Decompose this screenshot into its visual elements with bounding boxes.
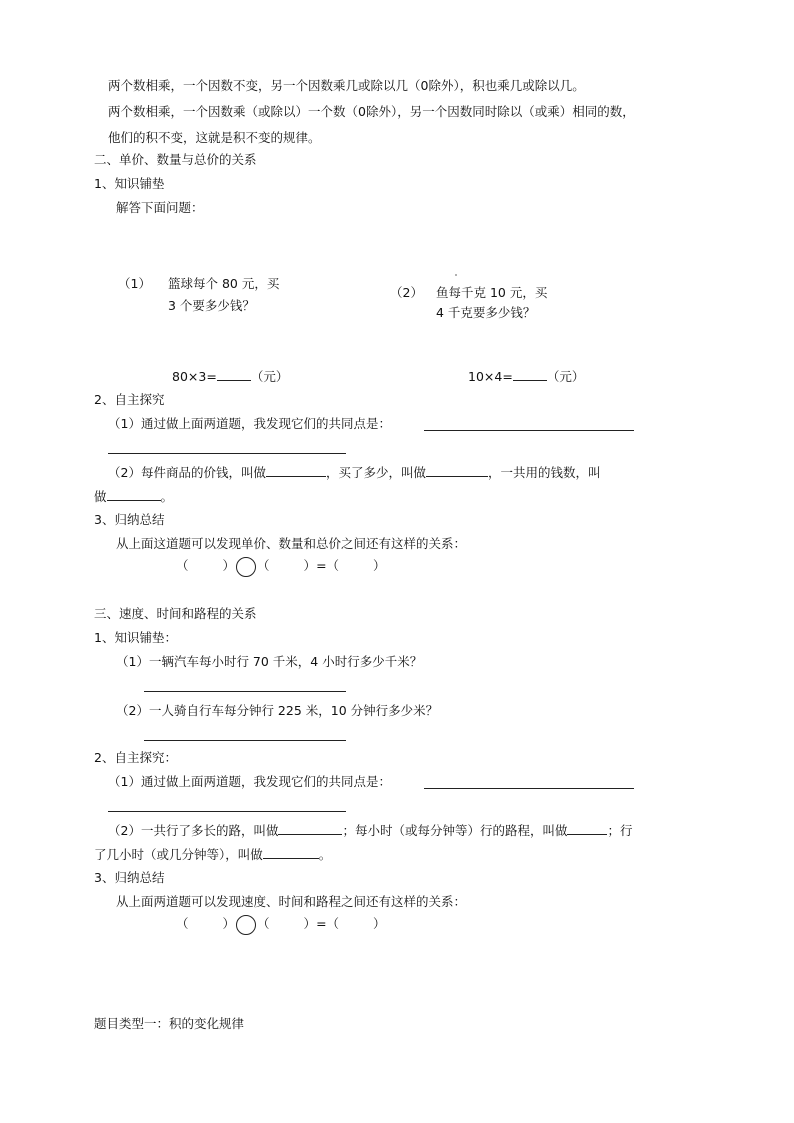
section3-question-1: （1）一辆汽车每小时行 70 千米，4 小时行多少千米？: [116, 654, 423, 669]
section3-explore-2-cont: [94, 846, 331, 863]
question-1-number: （1）: [118, 276, 151, 291]
section2-explore-2-text-e: 。: [160, 489, 174, 504]
section2-explore-1-blank-b[interactable]: [108, 453, 346, 454]
formula-open-2: （: [257, 916, 270, 931]
question-1-line-1: 篮球每个 80 元，买: [168, 276, 280, 291]
formula-end: ）: [373, 558, 386, 573]
section3-explore-1: [108, 774, 391, 790]
section2-sub1: 1、知识铺垫: [94, 176, 165, 191]
question-2-number: （2）: [390, 285, 423, 300]
section2-explore-1: [108, 416, 391, 432]
section2-explore-1-text: （1）通过做上面两道题，我发现它们的共同点是：: [108, 416, 391, 431]
section3-question-2-answer-line[interactable]: [144, 740, 346, 741]
section2-heading: 二、单价、数量与总价的关系: [94, 152, 257, 167]
equation-1-answer-blank[interactable]: [217, 368, 251, 381]
question-type-heading: 题目类型一：积的变化规律: [94, 1016, 245, 1031]
equation-1: [172, 368, 288, 385]
section2-sub2: 2、自主探究: [94, 392, 165, 407]
question-1-line-2: 3 个要多少钱？: [168, 298, 255, 313]
section3-explore-2: [108, 822, 633, 839]
section2-explore-2-text-c: ，一共用的钱数，叫: [487, 465, 601, 480]
section3-question-2: （2）一人骑自行车每分钟行 225 米，10 分钟行多少米？: [116, 703, 439, 718]
section2-summary: 从上面这道题可以发现单价、数量和总价之间还有这样的关系：: [116, 536, 467, 551]
question-2-line-2: 4 千克要多少钱？: [436, 305, 536, 320]
formula-open-2: （: [257, 558, 270, 573]
section3-explore-2-text-a: （2）一共行了多长的路，叫做: [108, 823, 279, 838]
formula-equals: =（: [316, 558, 340, 573]
section2-explore-2-text-a: （2）每件商品的价钱，叫做: [108, 465, 266, 480]
section3-explore-1-blank-b[interactable]: [108, 811, 346, 812]
stray-dot: [455, 274, 457, 276]
intro-line-1: 两个数相乘，一个因数不变，另一个因数乘几或除以几（0除外），积也乘几或除以几。: [108, 78, 585, 93]
formula-close-2: ）: [303, 558, 317, 573]
section3-explore-2-text-c: ；行: [607, 823, 633, 838]
section2-prompt: 解答下面问题：: [116, 200, 204, 215]
section2-sub3: 3、归纳总结: [94, 512, 165, 527]
section3-summary: 从上面两道题可以发现速度、时间和路程之间还有这样的关系：: [116, 894, 467, 909]
intro-line-3: 他们的积不变，这就是积不变的规律。: [108, 130, 321, 145]
section3-question-1-answer-line[interactable]: [144, 691, 346, 692]
section3-explore-2-text-b: ；每小时（或每分钟等）行的路程，叫做: [342, 823, 568, 838]
section2-explore-1-blank-a[interactable]: [424, 430, 634, 431]
equation-2-unit: （元）: [546, 369, 585, 384]
section3-explore-1-blank-a[interactable]: [424, 788, 634, 789]
equation-2-answer-blank[interactable]: [513, 368, 547, 381]
section3-formula: [176, 914, 386, 935]
formula-close-1: ）: [222, 558, 236, 573]
section3-explore-2-text-d: 了几小时（或几分钟等），叫做: [94, 847, 263, 862]
distance-blank[interactable]: [278, 822, 342, 835]
section2-explore-2: [108, 464, 601, 481]
equation-2: [468, 368, 584, 385]
section2-explore-2-cont: [94, 488, 173, 505]
formula-close-2: ）: [303, 916, 317, 931]
intro-line-2: 两个数相乘，一个因数乘（或除以）一个数（0除外），另一个因数同时除以（或乘）相同的数，: [108, 104, 635, 119]
equation-2-expression: 10×4=: [468, 369, 513, 384]
operator-circle[interactable]: [236, 915, 256, 935]
formula-close-1: ）: [222, 916, 236, 931]
section2-explore-2-text-b: ，买了多少，叫做: [325, 465, 426, 480]
section3-sub3: 3、归纳总结: [94, 870, 165, 885]
quantity-blank[interactable]: [426, 464, 488, 477]
equation-1-expression: 80×3=: [172, 369, 217, 384]
speed-blank[interactable]: [567, 822, 607, 835]
total-price-blank[interactable]: [107, 488, 161, 501]
section3-sub1: 1、知识铺垫：: [94, 630, 177, 645]
formula-end: ）: [373, 916, 386, 931]
question-2-line-1: 鱼每千克 10 元，买: [436, 285, 548, 300]
equation-1-unit: （元）: [250, 369, 289, 384]
time-blank[interactable]: [263, 846, 319, 859]
operator-circle[interactable]: [236, 557, 256, 577]
formula-equals: =（: [316, 916, 340, 931]
section2-formula: [176, 556, 386, 577]
unit-price-blank[interactable]: [266, 464, 326, 477]
formula-open-1: （: [176, 558, 189, 573]
section2-explore-2-text-d: 做: [94, 489, 107, 504]
formula-open-1: （: [176, 916, 189, 931]
section3-explore-1-text: （1）通过做上面两道题，我发现它们的共同点是：: [108, 774, 391, 789]
section3-sub2: 2、自主探究：: [94, 750, 177, 765]
section3-heading: 三、速度、时间和路程的关系: [94, 606, 257, 621]
section3-explore-2-text-e: 。: [318, 847, 332, 862]
